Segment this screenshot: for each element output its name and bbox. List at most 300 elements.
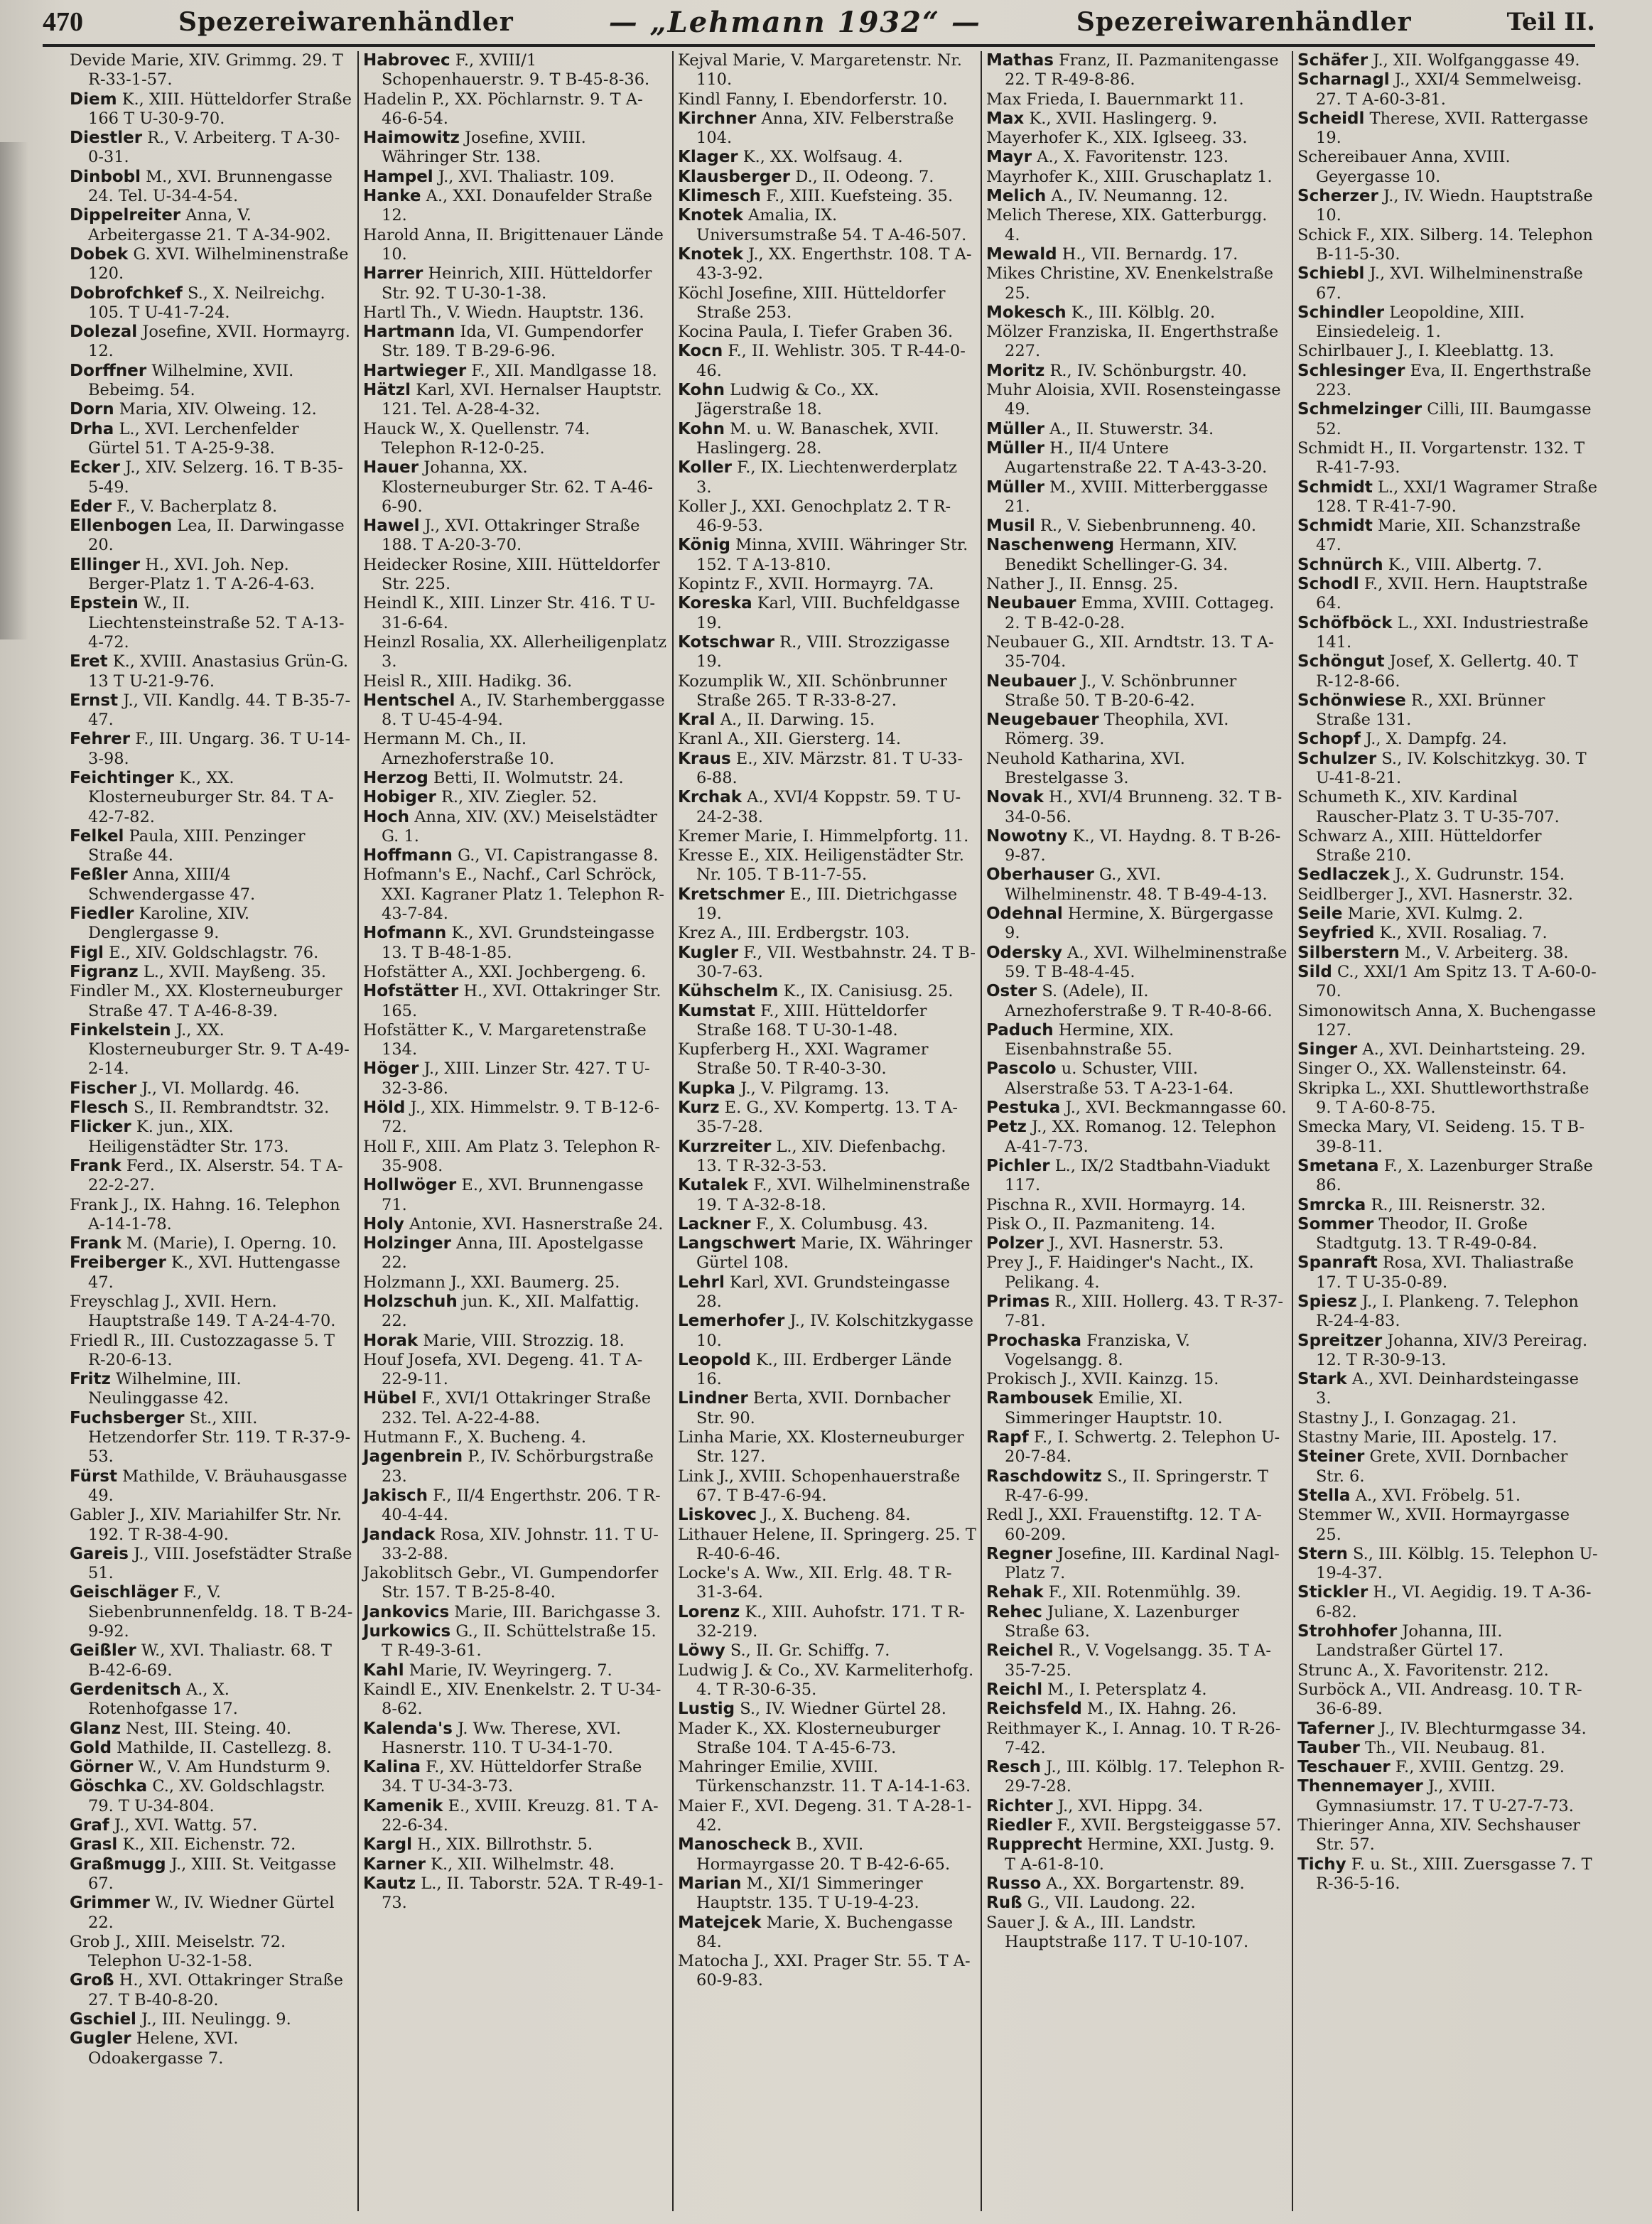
entry-name: Hentschel — [363, 691, 455, 710]
entry-name: Kurzreiter — [678, 1137, 772, 1156]
page-header — [43, 0, 1595, 44]
listing-entry — [678, 497, 976, 536]
listing-entry — [986, 168, 1287, 187]
entry-details: A., XVI/4 Koppstr. 59. T U-24-2-38. — [696, 788, 961, 826]
entry-name: Kupka — [678, 1079, 736, 1098]
listing-entry — [363, 1332, 668, 1351]
entry-details: G., XVI. Wilhelminenstr. 48. T B-49-4-13. — [1005, 865, 1268, 904]
listing-entry — [986, 827, 1287, 866]
listing-entry — [1297, 1040, 1598, 1059]
entry-name: Geißler — [70, 1641, 136, 1661]
entry-details: J., XIX. Himmelstr. 9. T B-12-6-72. — [382, 1098, 660, 1137]
listing-entry — [1297, 1661, 1598, 1680]
listing-entry — [1297, 1545, 1598, 1584]
entry-name: Figl — [70, 943, 104, 962]
entry-name: Steiner — [1297, 1447, 1365, 1467]
listing-entry — [678, 924, 976, 943]
entry-details: L., XXI/1 Wagramer Straße 128. T R-41-7-90. — [1316, 477, 1598, 516]
listing-entry — [70, 1098, 353, 1118]
entry-details: R., III. Reisnerstr. 32. — [1366, 1195, 1546, 1214]
entry-details: Hermine, X. Bürgergasse 9. — [1005, 905, 1274, 943]
listing-entry — [986, 1196, 1287, 1215]
header-part: Teil II. — [1506, 8, 1595, 36]
entry-details: J., VII. Kandlg. 44. T B-35-7-47. — [88, 691, 351, 730]
entry-details: Theophila, XVI. Römerg. 39. — [1005, 711, 1229, 749]
entry-details: Ludwig & Co., XX. Jägerstraße 18. — [696, 381, 880, 419]
listing-entry — [363, 1176, 668, 1215]
entry-name: Kretschmer — [678, 885, 785, 904]
listing-entry — [1297, 788, 1598, 827]
entry-details: J., VI. Mollardg. 46. — [136, 1079, 300, 1098]
listing-entry — [1297, 1506, 1598, 1545]
entry-name: Frank — [70, 1156, 122, 1175]
entry-name: Marian — [678, 1874, 742, 1893]
entry-details: Theodor, II. Große Stadtgutg. 13. T R-49-0-84. — [1316, 1214, 1538, 1253]
entry-details: u. Schuster, VIII. Alserstraße 53. T A-23-1-64. — [1005, 1059, 1234, 1098]
entry-name: Dobek — [70, 244, 129, 264]
listing-entry — [70, 944, 353, 963]
listing-entry — [1297, 1739, 1598, 1758]
listing-entry — [678, 1720, 976, 1759]
listing-entry — [986, 1253, 1287, 1292]
entry-details: J., XVI. Hasnerstr. 53. — [1043, 1234, 1224, 1253]
entry-details: Kopintz F., XVII. Hormayrg. 7A. — [678, 575, 934, 594]
listing-entry — [363, 982, 668, 1021]
entry-details: H., XIX. Billrothstr. 5. — [412, 1835, 593, 1855]
listing-entry — [1297, 1002, 1598, 1041]
entry-details: Anna, XIII/4 Schwendergasse 47. — [88, 865, 256, 904]
listing-entry — [678, 1564, 976, 1603]
entry-details: E. G., XV. Kompertg. 13. T A-35-7-28. — [696, 1098, 958, 1137]
listing-entry — [678, 1176, 976, 1215]
listing-entry — [986, 1292, 1287, 1332]
listing-entry — [70, 168, 353, 207]
entry-name: Rupprecht — [986, 1835, 1082, 1855]
listing-entry — [70, 1545, 353, 1584]
entry-name: Gschiel — [70, 2009, 136, 2029]
entry-name: Dobrofchkef — [70, 284, 183, 303]
listing-entry — [1297, 691, 1598, 730]
listing-entry — [70, 1720, 353, 1739]
entry-details: Marie, IV. Weyringerg. 7. — [404, 1661, 612, 1680]
listing-entry — [678, 245, 976, 284]
listing-entry — [70, 1894, 353, 1933]
listing-entry — [678, 633, 976, 672]
entry-name: Hobiger — [363, 788, 436, 807]
entry-name: Rehak — [986, 1583, 1044, 1602]
entry-details: Grete, XVII. Dornbacher Str. 6. — [1316, 1447, 1568, 1486]
entry-details: Josefine, XVII. Hormayrg. 12. — [88, 323, 350, 361]
listing-entry — [678, 1913, 976, 1953]
entry-details: Friedl R., III. Custozzagasse 5. T R-20-6-13. — [70, 1331, 335, 1369]
entry-details: Schwarz A., XIII. Hütteldorfer Straße 210. — [1297, 826, 1542, 865]
listing-entry — [363, 1428, 668, 1447]
listing-entry — [986, 1332, 1287, 1371]
entry-name: Stark — [1297, 1370, 1347, 1389]
entry-details: H., XVI. Ottakringer Str. 165. — [382, 982, 662, 1020]
entry-name: Paduch — [986, 1020, 1054, 1040]
listing-entry — [70, 1079, 353, 1098]
entry-details: Anna, XIV. Felberstraße 104. — [696, 109, 954, 148]
listing-entry — [363, 1874, 668, 1913]
entry-details: H., II/4 Untere Augartenstraße 22. T A-43-3-20. — [1005, 438, 1268, 477]
listing-entry — [70, 982, 353, 1021]
entry-name: Diestler — [70, 129, 143, 148]
listing-entry — [363, 1603, 668, 1622]
listing-entry — [363, 303, 668, 323]
listing-entry — [1297, 362, 1598, 401]
entry-name: Höld — [363, 1098, 406, 1118]
entry-details: F., I. Schwertg. 2. Telephon U-20-7-84. — [1005, 1428, 1280, 1467]
listing-entry — [70, 1370, 353, 1409]
listing-entry — [986, 1758, 1287, 1797]
entry-name: Dorn — [70, 400, 114, 419]
entry-name: Mewald — [986, 244, 1057, 264]
entry-details: Pischna R., XVII. Hormayrg. 14. — [986, 1195, 1246, 1214]
entry-details: R., IV. Schönburgstr. 40. — [1044, 361, 1247, 380]
entry-name: Melich — [986, 187, 1047, 206]
listing-entry — [678, 711, 976, 730]
entry-details: H., VII. Bernardg. 17. — [1057, 244, 1238, 264]
entry-details: K. jun., XIX. Heiligenstädter Str. 173. — [88, 1118, 289, 1156]
entry-name: Habrovec — [363, 51, 450, 70]
listing-entry — [986, 1506, 1287, 1545]
entry-details: A., X. Favoritenstr. 123. — [1032, 148, 1229, 167]
listing-entry — [678, 1234, 976, 1273]
entry-details: E., XVIII. Kreuzg. 81. T A-22-6-34. — [382, 1796, 659, 1835]
listing-entry — [70, 769, 353, 827]
entry-name: Nowotny — [986, 826, 1068, 846]
entry-name: Kamenik — [363, 1796, 443, 1815]
entry-name: Geischläger — [70, 1583, 178, 1602]
entry-name: Dippelreiter — [70, 206, 181, 225]
entry-details: Thieringer Anna, XIV. Sechshauser Str. 57. — [1297, 1816, 1580, 1855]
listing-entry — [986, 788, 1287, 827]
listing-entry — [1297, 439, 1598, 478]
listing-entry — [363, 1855, 668, 1874]
entry-details: F., IX. Liechtenwerderplatz 3. — [696, 458, 957, 497]
listing-entry — [678, 1079, 976, 1098]
entry-name: Scheidl — [1297, 109, 1365, 128]
listing-entry — [70, 1253, 353, 1292]
entry-details: F., XVI. Wilhelminenstraße 19. T A-32-8-18. — [696, 1176, 971, 1214]
entry-name: Feßler — [70, 865, 128, 885]
entry-details: Heindl K., XIII. Linzer Str. 416. T U-31-6-64. — [363, 594, 655, 632]
listing-entry — [70, 691, 353, 730]
entry-details: Koller J., XXI. Genochplatz 2. T R-46-9-53. — [678, 497, 951, 536]
listing-entry — [363, 924, 668, 963]
listing-entry — [678, 1797, 976, 1836]
entry-details: G., II. Schüttelstraße 15. T R-49-3-61. — [382, 1622, 657, 1661]
entry-details: Emilie, XI. Simmeringer Hauptstr. 10. — [1005, 1389, 1223, 1427]
entry-details: F., XIII. Hütteldorfer Straße 168. T U-30-1-48. — [696, 1001, 927, 1040]
entry-details: A., II. Stuwerstr. 34. — [1044, 419, 1214, 438]
entry-name: Gugler — [70, 2029, 131, 2048]
entry-name: Petz — [986, 1118, 1027, 1137]
entry-details: Karoline, XIV. Denglergasse 9. — [88, 905, 250, 943]
entry-details: Hartl Th., V. Wiedn. Hauptstr. 136. — [363, 303, 644, 322]
entry-details: Heinrich, XIII. Hütteldorfer Str. 92. T U-30-1-38. — [382, 264, 652, 303]
listing-entry — [70, 458, 353, 497]
entry-name: Schindler — [1297, 303, 1385, 322]
listing-entry — [678, 51, 976, 90]
entry-details: E., XIV. Märzstr. 81. T U-33-6-88. — [696, 749, 963, 787]
entry-details: S., III. Kölblg. 15. Telephon U-19-4-37. — [1316, 1544, 1598, 1583]
entry-details: H., VI. Aegidig. 19. T A-36-6-82. — [1316, 1583, 1592, 1621]
entry-details: M., XVI. Brunnengasse 24. Tel. U-34-4-54. — [88, 167, 333, 206]
entry-details: Marie, VIII. Strozzig. 18. — [418, 1331, 625, 1350]
listing-entry — [1297, 1370, 1598, 1409]
entry-name: Figranz — [70, 962, 139, 981]
listing-entry — [986, 1428, 1287, 1467]
entry-details: Emma, XVIII. Cottageg. 2. T B-42-0-28. — [1005, 594, 1275, 632]
entry-name: Lemerhofer — [678, 1312, 785, 1331]
entry-details: Strunc A., X. Favoritenstr. 212. — [1297, 1661, 1549, 1680]
entry-details: F., XVI/1 Ottakringer Straße 232. Tel. A-22-4-88. — [382, 1389, 652, 1427]
listing-entry — [678, 1952, 976, 1991]
listing-entry — [70, 1933, 353, 1972]
listing-entry — [678, 730, 976, 749]
entry-details: Anna, III. Apostelgasse 22. — [382, 1234, 644, 1273]
entry-name: Reichl — [986, 1680, 1043, 1699]
listing-entry — [678, 846, 976, 885]
entry-details: Gabler J., XIV. Mariahilfer Str. Nr. 192. T R-38-4-90. — [70, 1506, 342, 1544]
listing-entry — [986, 148, 1287, 167]
entry-details: S. (Adele), II. Arnezhoferstraße 9. T R-40-8-66. — [1005, 982, 1273, 1020]
entry-details: J., VIII. Josefstädter Straße 51. — [88, 1544, 352, 1583]
listing-entry — [678, 1506, 976, 1525]
listing-entry — [1297, 944, 1598, 963]
entry-details: Hofstätter A., XXI. Jochbergeng. 6. — [363, 962, 647, 981]
entry-name: Hoffmann — [363, 846, 453, 865]
entry-details: Seidlberger J., XVI. Hasnerstr. 32. — [1297, 885, 1573, 904]
entry-name: Ellinger — [70, 555, 141, 574]
listing-entry — [70, 1583, 353, 1641]
listing-entry — [678, 381, 976, 420]
entry-name: Sild — [1297, 962, 1332, 981]
entry-name: Smrcka — [1297, 1195, 1366, 1214]
entry-details: Kejval Marie, V. Margaretenstr. Nr. 110. — [678, 51, 962, 90]
entry-name: Haimowitz — [363, 129, 460, 148]
listing-entry — [70, 556, 353, 595]
listing-entry — [363, 51, 668, 90]
listing-entry — [363, 1215, 668, 1234]
listing-entry — [363, 846, 668, 865]
listing-entry — [363, 90, 668, 129]
entry-name: Pichler — [986, 1156, 1050, 1175]
entry-name: Hofstätter — [363, 982, 459, 1001]
listing-entry — [363, 323, 668, 362]
entry-name: Kalenda's — [363, 1719, 453, 1738]
entry-name: Kotschwar — [678, 632, 775, 652]
entry-details: Kranl A., XII. Giersterg. 14. — [678, 730, 902, 749]
listing-entry — [70, 1118, 353, 1157]
entry-details: Franz, II. Pazmanitengasse 22. T R-49-8-86. — [1005, 51, 1279, 90]
listing-entry — [70, 206, 353, 245]
entry-name: Horak — [363, 1331, 419, 1350]
entry-name: Spreitzer — [1297, 1331, 1383, 1350]
listing-entry — [986, 536, 1287, 575]
entry-name: Schnürch — [1297, 555, 1383, 574]
listing-entry — [363, 1059, 668, 1098]
listing-entry — [678, 1389, 976, 1428]
entry-details: Schirlbauer J., I. Kleeblattg. 13. — [1297, 342, 1555, 361]
entry-details: G. XVI. Wilhelminenstraße 120. — [88, 244, 349, 284]
listing-entry — [1297, 1079, 1598, 1118]
entry-details: S., II. Gr. Schiffg. 7. — [725, 1641, 890, 1661]
entry-name: Seile — [1297, 905, 1343, 924]
entry-details: Smecka Mary, VI. Seideng. 15. T B-39-8-11. — [1297, 1118, 1585, 1156]
entry-details: J., XIV. Selzerg. 16. T B-35-5-49. — [88, 458, 343, 497]
entry-details: J., X. Bucheng. 84. — [756, 1506, 911, 1525]
entry-name: Liskovec — [678, 1506, 757, 1525]
entry-details: J., X. Dampfg. 24. — [1360, 730, 1508, 749]
header-rule — [43, 44, 1595, 47]
entry-details: Neuhold Katharina, XVI. Brestelgasse 3. — [986, 749, 1185, 787]
entry-name: Odehnal — [986, 905, 1063, 924]
listing-entry — [70, 2010, 353, 2029]
entry-details: Ida, VI. Gumpendorfer Str. 189. T B-29-6-96. — [382, 323, 644, 361]
listing-entry — [986, 1641, 1287, 1680]
entry-name: Jankovics — [363, 1602, 450, 1621]
entry-details: C., XV. Goldschlagstr. 79. T U-34-804. — [88, 1777, 325, 1815]
entry-name: Holzinger — [363, 1234, 451, 1253]
entry-details: Schereibauer Anna, XVIII. Geyergasse 10. — [1297, 148, 1511, 186]
entry-name: Max — [986, 109, 1025, 128]
entry-name: Jakisch — [363, 1486, 428, 1505]
entry-details: Mayrhofer K., XIII. Gruschaplatz 1. — [986, 167, 1273, 186]
entry-name: Musil — [986, 517, 1035, 536]
entry-name: Hartwieger — [363, 361, 467, 380]
entry-name: Schlesinger — [1297, 361, 1405, 380]
listing-entry — [1297, 865, 1598, 885]
entry-name: Hartmann — [363, 323, 455, 342]
listing-entry — [1297, 1583, 1598, 1622]
entry-details: Freyschlag J., XVII. Hern. Hauptstraße 149. T A-24-4-70. — [70, 1292, 336, 1331]
entry-name: Dorffner — [70, 361, 147, 380]
entry-name: Seyfried — [1297, 924, 1375, 943]
entry-name: Odersky — [986, 943, 1062, 962]
listing-entry — [678, 1002, 976, 1041]
entry-name: Knotek — [678, 244, 743, 264]
entry-name: Novak — [986, 788, 1044, 807]
listing-entry — [678, 1661, 976, 1700]
entry-details: Krez A., III. Erdbergstr. 103. — [678, 924, 910, 943]
entry-details: A., XX. Borgartenstr. 89. — [1041, 1874, 1245, 1893]
entry-details: A., XVI. Deinhartsteing. 29. — [1357, 1040, 1586, 1059]
entry-details: K., XVIII. Anastasius Grün-G. 13 T U-21-9-76. — [88, 652, 349, 691]
page-number: 470 — [43, 7, 83, 37]
listing-entry — [363, 808, 668, 847]
entry-name: Dinbobl — [70, 167, 141, 186]
listing-entry — [678, 536, 976, 575]
entry-details: Kocina Paula, I. Tiefer Graben 36. — [678, 323, 954, 342]
listing-entry — [363, 362, 668, 381]
entry-details: Kremer Marie, I. Himmelpfortg. 11. — [678, 826, 969, 846]
entry-details: Maria, XIV. Olweing. 12. — [114, 400, 317, 419]
entry-name: Kautz — [363, 1874, 416, 1893]
listing-entry — [1297, 1409, 1598, 1428]
entry-details: K., XII. Wilhelmstr. 48. — [426, 1855, 615, 1874]
listing-entry — [1297, 517, 1598, 556]
listing-entry — [363, 420, 668, 459]
entry-name: Singer — [1297, 1040, 1358, 1059]
listing-entry — [986, 944, 1287, 983]
listing-entry — [678, 944, 976, 983]
listing-entry — [1297, 1447, 1598, 1486]
entry-name: Ernst — [70, 691, 119, 710]
listing-entry — [1297, 1816, 1598, 1855]
entry-details: E., XIV. Goldschlagstr. 76. — [103, 943, 319, 962]
entry-name: Naschenweng — [986, 536, 1115, 555]
entry-details: Mader K., XX. Klosterneuburger Straße 104. T A-45-6-73. — [678, 1719, 941, 1757]
entry-name: Hauer — [363, 458, 419, 477]
listing-entry — [678, 206, 976, 245]
entry-details: Antonie, XVI. Hasnerstraße 24. — [404, 1214, 664, 1234]
entry-details: Mikes Christine, XV. Enenkelstraße 25. — [986, 264, 1274, 303]
entry-name: Krchak — [678, 788, 742, 807]
entry-details: R., V. Siebenbrunneng. 40. — [1035, 517, 1256, 536]
listing-entry — [1297, 109, 1598, 149]
listing-entry — [986, 1467, 1287, 1506]
listing-entry — [678, 1874, 976, 1913]
entry-details: Lea, II. Darwingasse 20. — [88, 517, 345, 555]
listing-entry — [986, 711, 1287, 750]
entry-name: Karner — [363, 1855, 426, 1874]
binding-shadow — [0, 142, 28, 639]
listing-entry — [678, 187, 976, 206]
listing-entry — [1297, 827, 1598, 866]
listing-entry — [986, 905, 1287, 944]
listing-entry — [986, 750, 1287, 789]
entry-name: Klimesch — [678, 187, 761, 206]
listing-entry — [986, 1835, 1287, 1874]
entry-name: Koreska — [678, 594, 752, 613]
listing-entry — [986, 865, 1287, 905]
entry-name: Spiesz — [1297, 1292, 1357, 1311]
entry-details: Stastny Marie, III. Apostelg. 17. — [1297, 1428, 1557, 1447]
entry-details: Matocha J., XXI. Prager Str. 55. T A-60-9-83. — [678, 1952, 971, 1990]
entry-name: Taferner — [1297, 1719, 1375, 1738]
listing-entry — [363, 1098, 668, 1138]
entry-name: Scharnagl — [1297, 70, 1390, 90]
listing-entry — [678, 458, 976, 497]
entry-details: Mathilde, V. Bräuhausgasse 49. — [88, 1467, 347, 1505]
entry-details: Th., VII. Neubaug. 81. — [1360, 1738, 1545, 1757]
entry-name: Matejcek — [678, 1913, 762, 1932]
entry-details: Köchl Josefine, XIII. Hütteldorfer Straße 253. — [678, 284, 946, 322]
entry-details: J., XVI. Hippg. 34. — [1052, 1796, 1204, 1815]
entry-name: Eret — [70, 652, 108, 671]
entry-details: S., IV. Kolschitzkyg. 30. T U-41-8-21. — [1316, 749, 1587, 787]
listing-entry — [363, 1273, 668, 1292]
entry-details: Kupferberg H., XXI. Wagramer Straße 50. T R-40-3-30. — [678, 1040, 929, 1079]
entry-details: Mölzer Franziska, II. Engerthstraße 227. — [986, 323, 1279, 361]
entry-details: H., XVI/4 Brunneng. 32. T B-34-0-56. — [1005, 788, 1283, 826]
entry-details: Rosa, XIV. Johnstr. 11. T U-33-2-88. — [382, 1525, 659, 1563]
entry-name: Kohn — [678, 419, 725, 438]
entry-details: J., XVI. Beckmanngasse 60. — [1060, 1098, 1287, 1118]
listing-entry — [986, 90, 1287, 109]
entry-details: L., XVII. Mayßeng. 35. — [138, 962, 327, 981]
entry-details: Wilhelmine, III. Neulinggasse 42. — [88, 1370, 242, 1408]
listing-entry — [1297, 1118, 1598, 1157]
listing-columns — [65, 51, 1602, 2211]
entry-name: Spanraft — [1297, 1253, 1378, 1273]
entry-name: Schiebl — [1297, 264, 1365, 284]
listing-entry — [1297, 1428, 1598, 1447]
entry-name: Manoscheck — [678, 1835, 791, 1855]
